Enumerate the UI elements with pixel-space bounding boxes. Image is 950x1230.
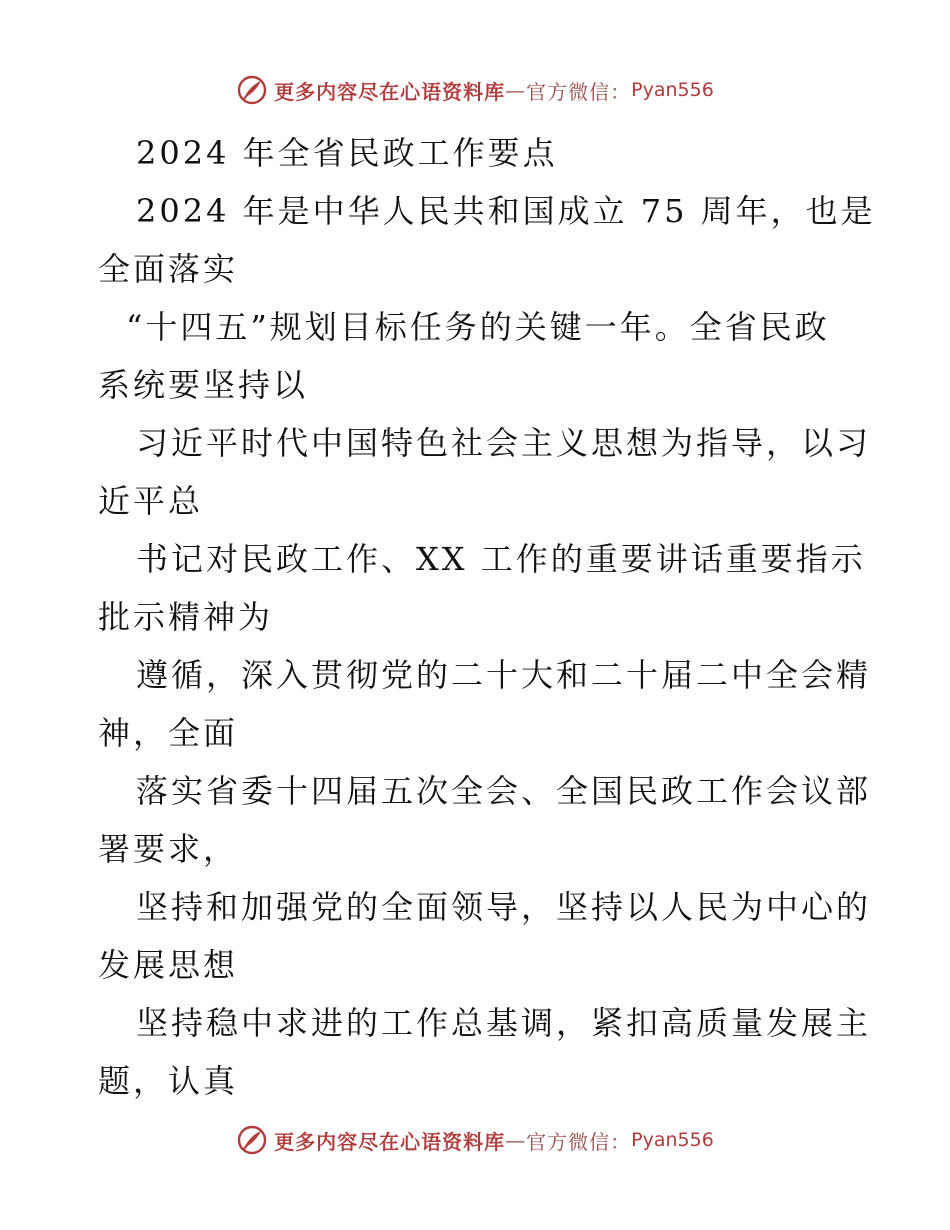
text-line: 习近平时代中国特色社会主义思想为指导，以习	[136, 424, 872, 462]
watermark-main-text: 更多内容尽在心语资料库	[274, 1129, 506, 1154]
text-line: 坚持稳中求进的工作总基调，紧扣高质量发展主	[136, 1004, 872, 1042]
watermark-dash: —	[505, 1128, 527, 1152]
text-line: 落实省委十四届五次全会、全国民政工作会议部	[136, 772, 872, 810]
text-line: 坚持和加强党的全面领导，坚持以人民为中心的	[136, 888, 872, 926]
watermark-main-text: 更多内容尽在心语资料库	[274, 79, 506, 104]
text-line: 遵循，深入贯彻党的二十大和二十届二中全会精	[136, 656, 872, 694]
text-line: 发展思想	[98, 946, 239, 984]
watermark-sub-text: 官方微信：	[526, 79, 632, 104]
text-line: 神，全面	[98, 714, 239, 752]
watermark-id: Pyan556	[631, 79, 714, 101]
text-line: 署要求，	[98, 830, 239, 868]
document-body	[98, 124, 876, 1110]
watermark-dash: —	[505, 78, 527, 102]
text-line: 近平总	[98, 482, 204, 520]
watermark-banner-bottom	[0, 1120, 950, 1160]
text-line: 全面落实	[98, 250, 239, 288]
text-line: 批示精神为	[98, 598, 274, 636]
watermark-sub-text: 官方微信：	[526, 1129, 632, 1154]
watermark-id: Pyan556	[631, 1129, 714, 1151]
text-line: 系统要坚持以	[98, 366, 309, 404]
document-title: 2024 年全省民政工作要点	[136, 134, 558, 172]
watermark-banner-top	[0, 70, 950, 110]
text-line: 书记对民政工作、XX 工作的重要讲话重要指示	[136, 540, 866, 578]
text-line: “十四五”规划目标任务的关键一年。全省民政	[126, 308, 830, 346]
quill-logo-icon	[236, 1124, 268, 1156]
quill-logo-icon	[236, 74, 268, 106]
text-line: 2024 年是中华人民共和国成立 75 周年，也是	[136, 192, 876, 230]
text-line: 题，认真	[98, 1062, 239, 1100]
